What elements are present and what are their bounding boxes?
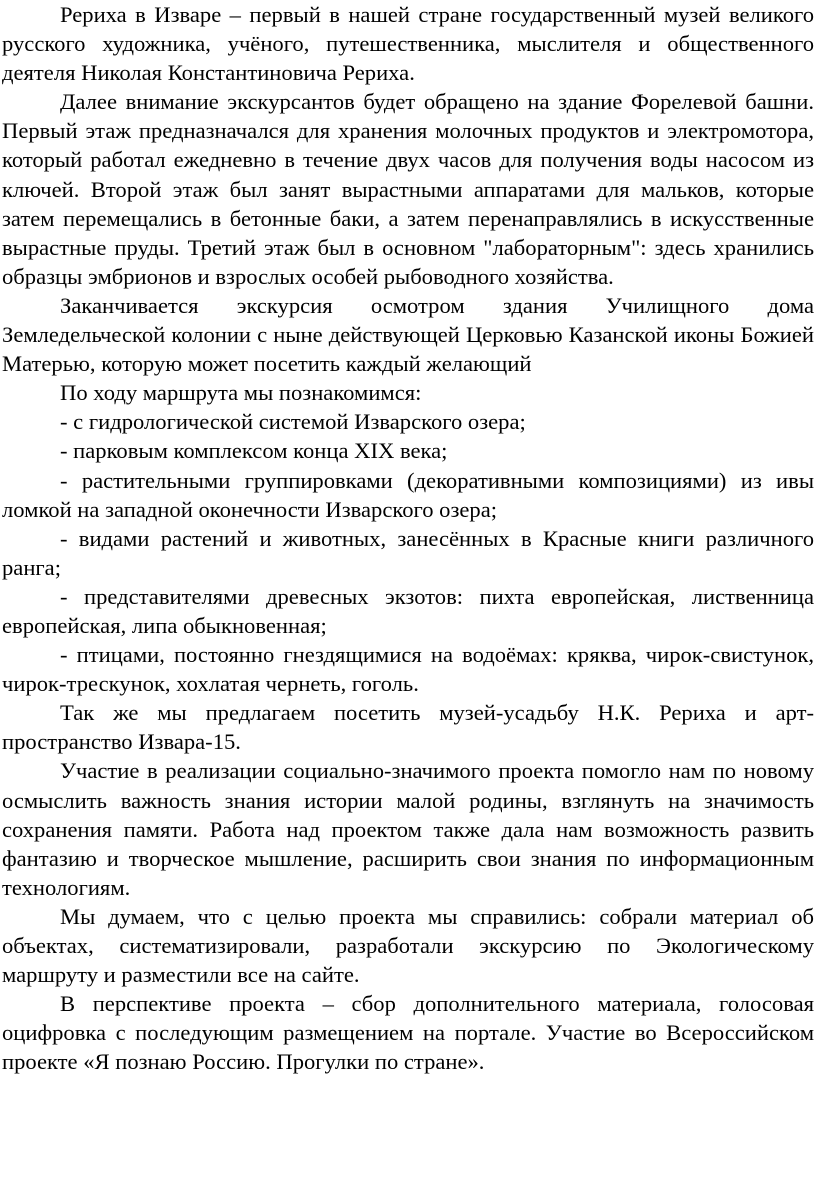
paragraph-school-house: Заканчивается экскурсия осмотром здания Училищного дома Земледельческой колонии с ныне действующей Церковью Казанской иконы Божией Матерью, которую может посетить каждый желающий bbox=[2, 292, 814, 377]
paragraph-trout-tower: Далее внимание экскурсантов будет обращено на здание Форелевой башни. Первый этаж предназначался для хранения молочных продуктов и электромотора, который работал ежедневно в течение двух часов для получения воды насосом из ключей. Второй этаж был занят вырастными аппаратами для мальков, которые затем перемещались в бетонные баки, а затем перенаправлялись в искусственные вырастные пруды. Третий этаж был в основном "лабораторным": здесь хранились образцы эмбрионов и взрослых особей рыбоводного хозяйства. bbox=[2, 89, 814, 289]
paragraph-museum-estate: Так же мы предлагаем посетить музей-усадьбу Н.К. Рериха и арт-пространство Извара-15. bbox=[2, 700, 814, 755]
route-item-hydrology: - с гидрологической системой Изварского озера; bbox=[60, 409, 526, 435]
paragraph-roerich-museum: Рериха в Изваре – первый в нашей стране государственный музей великого русского художника, учёного, путешественника, мыслителя и общественного деятеля Николая Константиновича Рериха. bbox=[2, 2, 814, 86]
paragraph-route-intro: По ходу маршрута мы познакомимся: bbox=[60, 380, 422, 406]
route-item-exotic-trees: - представителями древесных экзотов: пихта европейская, лиственница европейская, липа обыкновенная; bbox=[2, 583, 814, 638]
route-item-willow: - растительными группировками (декоративными композициями) из ивы ломкой на западной оконечности Изварского озера; bbox=[2, 467, 814, 522]
paragraph-project-results: Мы думаем, что с целью проекта мы справились: собрали материал об объектах, систематизировали, разработали экскурсию по Экологическому маршруту и разместили все на сайте. bbox=[2, 903, 814, 988]
document-body bbox=[2, 0, 814, 1076]
paragraph-project-participation: Участие в реализации социально-значимого проекта помогло нам по новому осмыслить важность знания истории малой родины, взглянуть на значимость сохранения памяти. Работа над проектом также дала нам возможность развить фантазию и творческое мышление, расширить свои знания по информационным технологиям. bbox=[2, 758, 814, 900]
route-item-red-book: - видами растений и животных, занесённых в Красные книги различного ранга; bbox=[2, 525, 814, 580]
route-item-birds: - птицами, постоянно гнездящимися на водоёмах: кряква, чирок-свистунок, чирок-трескунок, хохлатая чернеть, гоголь. bbox=[2, 642, 814, 697]
route-item-park: - парковым комплексом конца XIX века; bbox=[60, 438, 448, 464]
paragraph-project-perspective: В перспективе проекта – сбор дополнительного материала, голосовая оцифровка с последующим размещением на портале. Участие во Всероссийском проекте «Я познаю Россию. Прогулки по стране». bbox=[2, 991, 814, 1075]
